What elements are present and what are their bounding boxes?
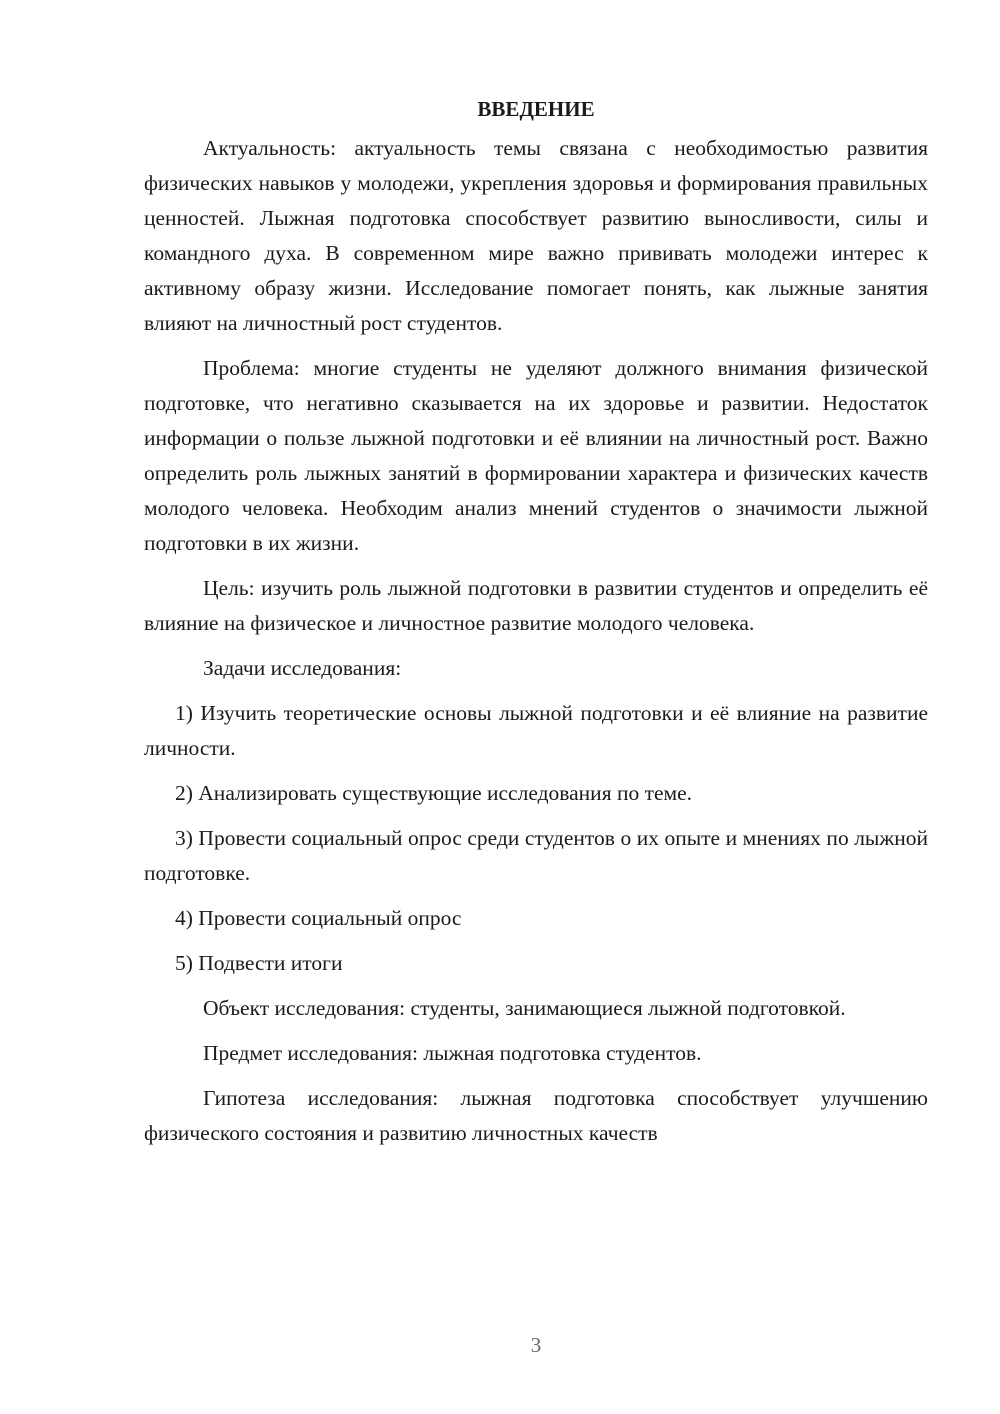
paragraph-subject: Предмет исследования: лыжная подготовка студентов. [203,1041,702,1065]
task-item-3: 3) Провести социальный опрос среди студентов о их опыте и мнениях по лыжной подготовке. [144,826,928,885]
document-page [144,92,928,1161]
paragraph-goal: Цель: изучить роль лыжной подготовки в развитии студентов и определить её влияние на физическое и личностное развитие молодого человека. [144,576,928,635]
task-item-5: 5) Подвести итоги [175,951,343,975]
paragraph-object: Объект исследования: студенты, занимающиеся лыжной подготовкой. [203,996,846,1020]
task-item-1: 1) Изучить теоретические основы лыжной подготовки и её влияние на развитие личности. [144,701,928,760]
page-number: 3 [530,1333,542,1357]
paragraph-relevance: Актуальность: актуальность темы связана с необходимостью развития физических навыков у молодежи, укрепления здоровья и формирования правильных ценностей. Лыжная подготовка способствует развитию выносливости, силы и командного духа. В современном мире важно прививать молодежи интерес к активному образу жизни. Исследование помогает понять, как лыжные занятия влияют на личностный рост студентов. [144,136,928,335]
paragraph-problem: Проблема: многие студенты не уделяют должного внимания физической подготовке, что негативно сказывается на их здоровье и развитии. Недостаток информации о пользе лыжной подготовки и её влиянии на личностный рост. Важно определить роль лыжных занятий в формировании характера и физических качеств молодого человека. Необходим анализ мнений студентов о значимости лыжной подготовки в их жизни. [144,356,928,555]
paragraph-hypothesis: Гипотеза исследования: лыжная подготовка способствует улучшению физического состояния и развитию личностных качеств [144,1086,928,1145]
task-item-2: 2) Анализировать существующие исследования по теме. [175,781,693,805]
paragraph-tasks-title: Задачи исследования: [203,656,402,680]
section-heading: ВВЕДЕНИЕ [477,97,595,121]
task-item-4: 4) Провести социальный опрос [175,906,462,930]
